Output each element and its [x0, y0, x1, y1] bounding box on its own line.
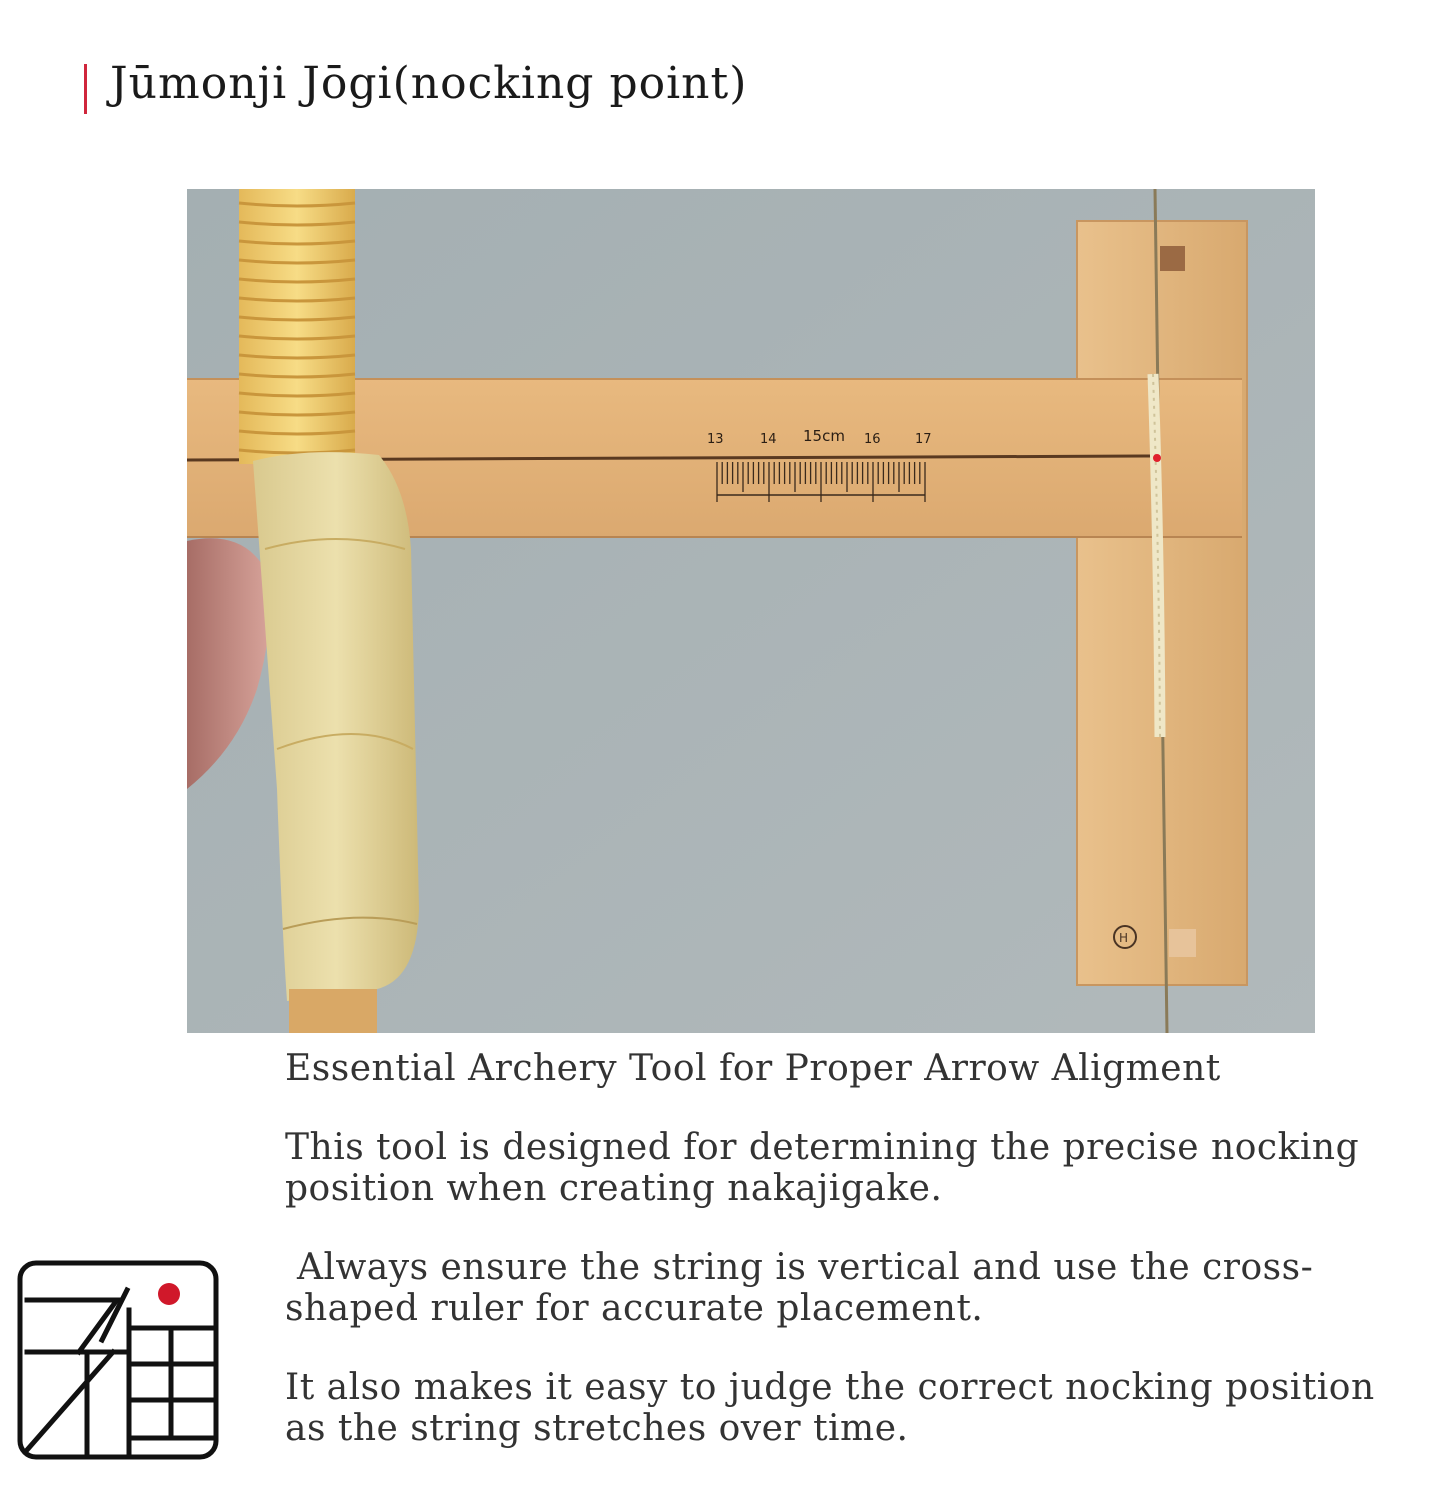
svg-text:H: H	[1119, 931, 1129, 945]
paragraph-2: Always ensure the string is vertical and use the cross-shaped ruler for accurate placement.	[285, 1247, 1314, 1329]
paragraph-1: This tool is designed for determining the precise nocking position when creating nakajigake.	[285, 1127, 1360, 1209]
ruler-label-15cm: 15cm	[803, 427, 845, 445]
ruler-label-17: 17	[915, 432, 932, 447]
description	[285, 1048, 1425, 1487]
lower-stop-block	[1169, 929, 1196, 957]
ruler-label-14: 14	[760, 432, 777, 447]
ruler-label-16: 16	[864, 432, 881, 447]
ruler-label-13: 13	[707, 432, 724, 447]
title-accent-bar	[84, 64, 87, 114]
upper-stop-block	[1160, 246, 1185, 271]
bow-rattan-wrap	[239, 189, 355, 464]
nocking-mark	[1153, 454, 1161, 462]
brand-seal-icon	[17, 1260, 219, 1460]
paragraph-3: It also makes it easy to judge the correct nocking position as the string stretches over time.	[285, 1367, 1375, 1449]
product-photo	[187, 189, 1315, 1033]
seal-red-dot	[158, 1283, 180, 1305]
page-title: Jūmonji Jōgi(nocking point)	[110, 58, 748, 109]
bow-wood	[289, 989, 377, 1033]
subtitle: Essential Archery Tool for Proper Arrow Aligment	[285, 1048, 1221, 1089]
